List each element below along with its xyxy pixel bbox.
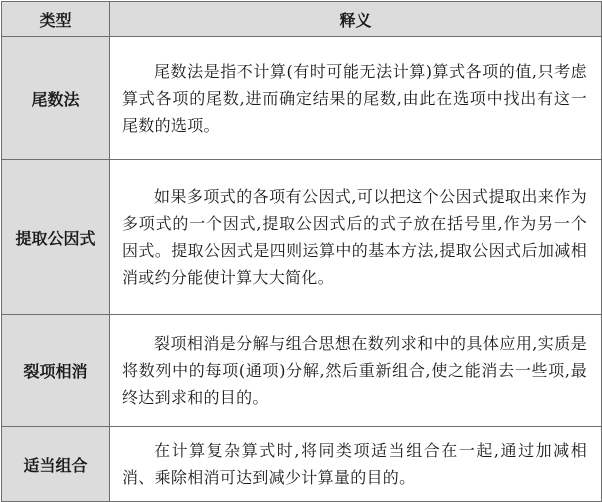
type-cell: 裂项相消 (2, 315, 110, 427)
desc-cell (110, 427, 602, 502)
desc-text: 如果多项式的各项有公因式,可以把这个公因式提取出来作为多项式的一个因式,提取公因式后的式子放在括号里,作为另一个因式。提取公因式是四则运算中的基本方法,提取公因式后加减相消或约分能使计算大大简化。 (122, 187, 587, 287)
table-row (2, 160, 602, 315)
desc-cell (110, 315, 602, 427)
header-type: 类型 (2, 2, 110, 37)
type-cell: 尾数法 (2, 37, 110, 160)
desc-text: 裂项相消是分解与组合思想在数列求和中的具体应用,实质是将数列中的每项(通项)分解,然后重新组合,使之能消去一些项,最终达到求和的目的。 (122, 334, 587, 407)
desc-text: 尾数法是指不计算(有时可能无法计算)算式各项的值,只考虑算式各项的尾数,进而确定结果的尾数,由此在选项中找出有这一尾数的选项。 (122, 61, 587, 135)
desc-text: 在计算复杂算式时,将同类项适当组合在一起,通过加减相消、乘除相消可达到减少计算量的目的。 (122, 441, 587, 487)
type-cell: 提取公因式 (2, 160, 110, 315)
table-row (2, 315, 602, 427)
method-table-page (1, 1, 601, 501)
desc-cell (110, 37, 602, 160)
table-row (2, 37, 602, 160)
type-cell: 适当组合 (2, 427, 110, 502)
table-row (2, 427, 602, 502)
method-table (1, 1, 602, 502)
table-header-row (2, 2, 602, 37)
header-desc: 释义 (110, 2, 602, 37)
desc-cell (110, 160, 602, 315)
